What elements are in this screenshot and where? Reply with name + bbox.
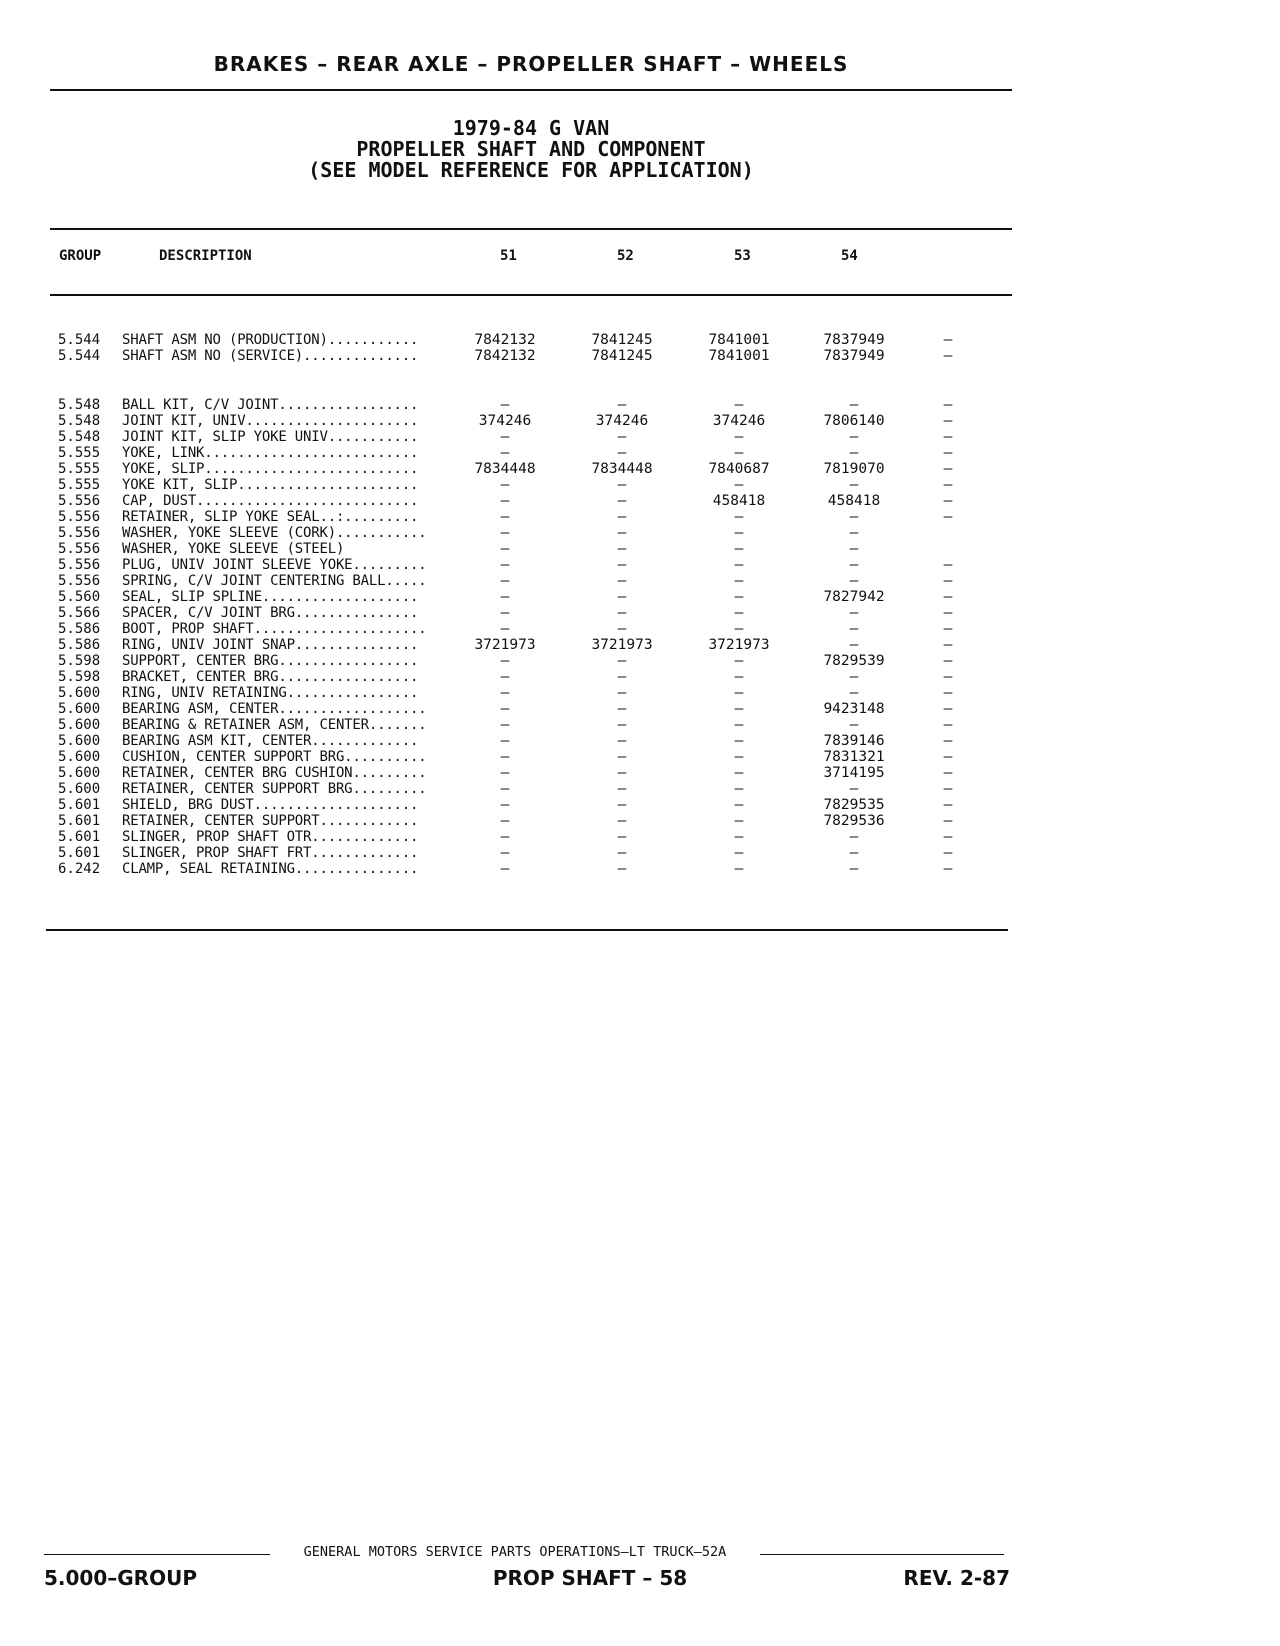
part-number-c51: 7842132 [474, 348, 536, 364]
table-row [0, 541, 1000, 558]
table-row [0, 733, 1000, 750]
table-row [0, 509, 1000, 526]
part-number-c55: — [943, 733, 953, 749]
part-number-c54: — [849, 861, 859, 877]
part-number-c52: — [617, 605, 627, 621]
group-number: 5.548 [58, 429, 101, 445]
part-number-c51: — [500, 589, 510, 605]
part-number-c51: — [500, 477, 510, 493]
part-number-c51: — [500, 653, 510, 669]
group-number: 5.601 [58, 845, 101, 861]
part-number-c52: — [617, 477, 627, 493]
group-number: 5.600 [58, 765, 101, 781]
part-description: SHAFT ASM NO (SERVICE).............. [122, 348, 419, 364]
title-line-1: 1979-84 G VAN [452, 116, 610, 140]
group-number: 5.586 [58, 637, 101, 653]
part-number-c52: — [617, 509, 627, 525]
part-description: YOKE KIT, SLIP...................... [122, 477, 419, 493]
part-number-c53: — [734, 573, 744, 589]
group-number: 5.555 [58, 477, 101, 493]
table-row [0, 685, 1000, 702]
part-number-c52: — [617, 685, 627, 701]
part-description: WASHER, YOKE SLEEVE (CORK)........... [122, 525, 427, 541]
table-row [0, 429, 1000, 446]
column-header-51: 51 [500, 248, 517, 264]
part-number-c51: — [500, 621, 510, 637]
group-number: 5.556 [58, 541, 101, 557]
part-number-c51: — [500, 733, 510, 749]
part-number-c53: 7840687 [708, 461, 770, 477]
group-number: 5.586 [58, 621, 101, 637]
part-number-c51: — [500, 493, 510, 509]
part-number-c51: — [500, 525, 510, 541]
part-number-c55: — [943, 397, 953, 413]
part-number-c52: 3721973 [591, 637, 653, 653]
page-title [50, 118, 1012, 181]
group-number: 5.600 [58, 685, 101, 701]
part-description: SPACER, C/V JOINT BRG............... [122, 605, 419, 621]
column-header-52: 52 [617, 248, 634, 264]
group-number: 5.601 [58, 797, 101, 813]
part-number-c53: 374246 [712, 413, 766, 429]
part-number-c51: — [500, 749, 510, 765]
part-number-c54: — [849, 669, 859, 685]
part-number-c52: — [617, 557, 627, 573]
part-description: SHIELD, BRG DUST.................... [122, 797, 419, 813]
group-number: 5.555 [58, 445, 101, 461]
part-number-c54: 458418 [827, 493, 881, 509]
part-number-c55: — [943, 493, 953, 509]
group-number: 5.560 [58, 589, 101, 605]
part-description: BEARING ASM, CENTER.................. [122, 701, 427, 717]
table-row [0, 461, 1000, 478]
part-number-c51: 3721973 [474, 637, 536, 653]
part-number-c52: — [617, 813, 627, 829]
table-top-rule [50, 228, 1012, 230]
column-header-description: DESCRIPTION [159, 248, 252, 264]
part-number-c54: — [849, 557, 859, 573]
part-number-c52: — [617, 765, 627, 781]
group-number: 5.544 [58, 332, 101, 348]
part-description: JOINT KIT, UNIV..................... [122, 413, 419, 429]
part-number-c54: 7819070 [823, 461, 885, 477]
part-number-c54: 7829536 [823, 813, 885, 829]
part-description: RETAINER, CENTER SUPPORT............ [122, 813, 419, 829]
table-row [0, 813, 1000, 830]
group-number: 5.556 [58, 493, 101, 509]
group-number: 5.548 [58, 397, 101, 413]
part-number-c51: — [500, 397, 510, 413]
part-number-c55: — [943, 781, 953, 797]
part-number-c55: — [943, 589, 953, 605]
part-description: SHAFT ASM NO (PRODUCTION)........... [122, 332, 419, 348]
group-number: 5.601 [58, 829, 101, 845]
part-number-c54: — [849, 845, 859, 861]
part-number-c54: — [849, 429, 859, 445]
part-number-c51: — [500, 573, 510, 589]
part-description: BOOT, PROP SHAFT..................... [122, 621, 427, 637]
header-rule [50, 89, 1012, 91]
part-number-c51: — [500, 765, 510, 781]
part-number-c54: — [849, 781, 859, 797]
part-number-c54: — [849, 573, 859, 589]
table-row [0, 621, 1000, 638]
part-number-c55: — [943, 813, 953, 829]
group-number: 5.555 [58, 461, 101, 477]
part-description: RING, UNIV JOINT SNAP............... [122, 637, 419, 653]
group-number: 5.556 [58, 525, 101, 541]
table-header-rule [50, 294, 1012, 296]
part-number-c53: — [734, 845, 744, 861]
part-number-c53: — [734, 557, 744, 573]
part-number-c55: — [943, 669, 953, 685]
part-number-c55: — [943, 797, 953, 813]
table-row [0, 397, 1000, 414]
group-number: 5.600 [58, 733, 101, 749]
table-bottom-rule [46, 929, 1008, 931]
table-row [0, 653, 1000, 670]
column-header-group: GROUP [59, 248, 102, 264]
part-number-c53: — [734, 605, 744, 621]
table-row [0, 861, 1000, 878]
group-number: 5.598 [58, 653, 101, 669]
part-number-c53: — [734, 589, 744, 605]
part-number-c51: 7834448 [474, 461, 536, 477]
part-number-c52: — [617, 733, 627, 749]
part-number-c55: — [943, 861, 953, 877]
part-number-c53: — [734, 653, 744, 669]
part-number-c52: — [617, 493, 627, 509]
part-description: BEARING ASM KIT, CENTER............. [122, 733, 419, 749]
part-description: BEARING & RETAINER ASM, CENTER....... [122, 717, 427, 733]
part-number-c55: — [943, 605, 953, 621]
part-number-c53: — [734, 685, 744, 701]
footer-group: 5.000–GROUP [44, 1566, 197, 1590]
part-number-c53: — [734, 509, 744, 525]
part-number-c52: — [617, 573, 627, 589]
table-row [0, 749, 1000, 766]
table-row [0, 797, 1000, 814]
title-line-3: (SEE MODEL REFERENCE FOR APPLICATION) [308, 158, 754, 182]
part-number-c54: — [849, 445, 859, 461]
part-number-c51: — [500, 445, 510, 461]
part-number-c53: — [734, 429, 744, 445]
part-number-c51: — [500, 669, 510, 685]
part-number-c54: 7837949 [823, 348, 885, 364]
part-number-c53: — [734, 669, 744, 685]
part-number-c55: — [943, 348, 953, 364]
part-number-c51: — [500, 797, 510, 813]
part-number-c52: — [617, 829, 627, 845]
part-number-c52: 7841245 [591, 348, 653, 364]
part-number-c54: 7837949 [823, 332, 885, 348]
group-number: 5.556 [58, 573, 101, 589]
part-number-c53: — [734, 861, 744, 877]
part-number-c54: 7829535 [823, 797, 885, 813]
part-number-c53: — [734, 733, 744, 749]
part-number-c51: — [500, 701, 510, 717]
table-row [0, 573, 1000, 590]
part-description: CAP, DUST........................... [122, 493, 419, 509]
part-number-c53: — [734, 813, 744, 829]
part-number-c51: — [500, 717, 510, 733]
part-number-c53: — [734, 717, 744, 733]
table-row [0, 557, 1000, 574]
group-number: 5.601 [58, 813, 101, 829]
group-number: 5.556 [58, 557, 101, 573]
part-number-c55: — [943, 332, 953, 348]
part-number-c51: — [500, 685, 510, 701]
table-row [0, 348, 1000, 365]
part-number-c51: — [500, 557, 510, 573]
part-description: RETAINER, CENTER BRG CUSHION......... [122, 765, 427, 781]
part-number-c53: — [734, 829, 744, 845]
part-number-c55: — [943, 717, 953, 733]
part-number-c52: — [617, 397, 627, 413]
part-number-c55: — [943, 445, 953, 461]
table-row [0, 525, 1000, 542]
part-number-c54: — [849, 637, 859, 653]
part-number-c55: — [943, 685, 953, 701]
part-number-c53: — [734, 701, 744, 717]
part-number-c55: — [943, 653, 953, 669]
part-number-c55: — [943, 509, 953, 525]
part-number-c54: 9423148 [823, 701, 885, 717]
part-number-c52: — [617, 445, 627, 461]
part-number-c54: 7831321 [823, 749, 885, 765]
table-row [0, 589, 1000, 606]
part-number-c53: — [734, 525, 744, 541]
part-number-c51: 7842132 [474, 332, 536, 348]
part-number-c55: — [943, 701, 953, 717]
part-number-c54: 3714195 [823, 765, 885, 781]
part-description: WASHER, YOKE SLEEVE (STEEL) [122, 541, 345, 557]
part-number-c54: — [849, 541, 859, 557]
part-number-c53: — [734, 749, 744, 765]
column-header-53: 53 [734, 248, 751, 264]
part-number-c52: — [617, 845, 627, 861]
part-number-c51: — [500, 509, 510, 525]
part-number-c55: — [943, 573, 953, 589]
table-row [0, 637, 1000, 654]
part-description: RETAINER, SLIP YOKE SEAL..:......... [122, 509, 419, 525]
part-description: SLINGER, PROP SHAFT FRT............. [122, 845, 419, 861]
part-number-c54: — [849, 525, 859, 541]
part-number-c54: — [849, 621, 859, 637]
part-description: YOKE, LINK.......................... [122, 445, 419, 461]
part-number-c55: — [943, 845, 953, 861]
part-number-c55: — [943, 477, 953, 493]
table-row [0, 332, 1000, 349]
group-number: 5.556 [58, 509, 101, 525]
part-number-c52: — [617, 717, 627, 733]
table-row [0, 605, 1000, 622]
part-number-c52: — [617, 589, 627, 605]
footer-page-number: PROP SHAFT – 58 [492, 1566, 688, 1590]
part-number-c54: — [849, 477, 859, 493]
part-description: BALL KIT, C/V JOINT................. [122, 397, 419, 413]
part-number-c53: — [734, 621, 744, 637]
part-number-c52: — [617, 781, 627, 797]
part-number-c51: — [500, 829, 510, 845]
group-number: 5.548 [58, 413, 101, 429]
column-header-54: 54 [841, 248, 858, 264]
part-description: RETAINER, CENTER SUPPORT BRG......... [122, 781, 427, 797]
group-number: 5.544 [58, 348, 101, 364]
table-row [0, 717, 1000, 734]
part-number-c53: — [734, 445, 744, 461]
table-row [0, 669, 1000, 686]
part-number-c54: 7827942 [823, 589, 885, 605]
part-number-c54: 7839146 [823, 733, 885, 749]
part-number-c52: — [617, 621, 627, 637]
part-number-c53: 7841001 [708, 348, 770, 364]
part-number-c54: 7806140 [823, 413, 885, 429]
part-number-c53: — [734, 781, 744, 797]
part-number-c51: — [500, 845, 510, 861]
part-number-c52: — [617, 669, 627, 685]
part-number-c52: — [617, 653, 627, 669]
part-number-c53: — [734, 797, 744, 813]
part-description: CLAMP, SEAL RETAINING............... [122, 861, 419, 877]
part-number-c52: — [617, 541, 627, 557]
part-number-c55: — [943, 557, 953, 573]
section-header: BRAKES – REAR AXLE – PROPELLER SHAFT – WHEELS [213, 52, 849, 76]
table-row [0, 765, 1000, 782]
table-row [0, 493, 1000, 510]
part-number-c55: — [943, 637, 953, 653]
part-number-c52: 374246 [595, 413, 649, 429]
part-number-c55: — [943, 829, 953, 845]
part-number-c51: — [500, 429, 510, 445]
group-number: 5.598 [58, 669, 101, 685]
part-description: PLUG, UNIV JOINT SLEEVE YOKE......... [122, 557, 427, 573]
title-line-2: PROPELLER SHAFT AND COMPONENT [356, 137, 706, 161]
group-number: 5.600 [58, 781, 101, 797]
part-number-c55: — [943, 621, 953, 637]
part-description: YOKE, SLIP.......................... [122, 461, 419, 477]
part-number-c51: — [500, 813, 510, 829]
part-number-c53: 3721973 [708, 637, 770, 653]
group-number: 5.600 [58, 701, 101, 717]
part-number-c53: — [734, 765, 744, 781]
part-number-c55: — [943, 429, 953, 445]
part-description: RING, UNIV RETAINING................ [122, 685, 419, 701]
part-description: SLINGER, PROP SHAFT OTR............. [122, 829, 419, 845]
part-number-c54: — [849, 717, 859, 733]
table-row [0, 845, 1000, 862]
part-number-c54: — [849, 605, 859, 621]
part-number-c53: — [734, 477, 744, 493]
table-row [0, 477, 1000, 494]
part-number-c53: — [734, 397, 744, 413]
part-description: SEAL, SLIP SPLINE................... [122, 589, 419, 605]
group-number: 5.600 [58, 717, 101, 733]
part-description: CUSHION, CENTER SUPPORT BRG.......... [122, 749, 427, 765]
part-number-c52: — [617, 701, 627, 717]
part-number-c52: — [617, 797, 627, 813]
part-number-c55: — [943, 413, 953, 429]
part-number-c55: — [943, 765, 953, 781]
group-number: 5.600 [58, 749, 101, 765]
part-description: SPRING, C/V JOINT CENTERING BALL..... [122, 573, 427, 589]
part-number-c53: 458418 [712, 493, 766, 509]
part-number-c54: — [849, 397, 859, 413]
part-number-c51: — [500, 541, 510, 557]
part-description: SUPPORT, CENTER BRG................. [122, 653, 419, 669]
part-number-c54: — [849, 829, 859, 845]
part-number-c54: — [849, 685, 859, 701]
footer-revision: REV. 2-87 [903, 1566, 1010, 1590]
part-number-c55: — [943, 461, 953, 477]
part-number-c55: — [943, 749, 953, 765]
part-number-c52: — [617, 861, 627, 877]
group-number: 6.242 [58, 861, 101, 877]
part-number-c51: 374246 [478, 413, 532, 429]
part-number-c54: 7829539 [823, 653, 885, 669]
part-number-c53: — [734, 541, 744, 557]
part-number-c52: — [617, 749, 627, 765]
table-row [0, 701, 1000, 718]
table-row [0, 781, 1000, 798]
part-number-c54: — [849, 509, 859, 525]
part-number-c51: — [500, 605, 510, 621]
part-number-c52: — [617, 525, 627, 541]
part-number-c51: — [500, 861, 510, 877]
part-number-c53: 7841001 [708, 332, 770, 348]
footer-publisher: GENERAL MOTORS SERVICE PARTS OPERATIONS—LT TRUCK—52A [270, 1544, 760, 1560]
table-row [0, 829, 1000, 846]
part-number-c52: 7834448 [591, 461, 653, 477]
part-number-c52: 7841245 [591, 332, 653, 348]
table-row [0, 445, 1000, 462]
part-number-c52: — [617, 429, 627, 445]
part-number-c51: — [500, 781, 510, 797]
part-description: BRACKET, CENTER BRG................. [122, 669, 419, 685]
part-description: JOINT KIT, SLIP YOKE UNIV........... [122, 429, 419, 445]
table-row [0, 413, 1000, 430]
group-number: 5.566 [58, 605, 101, 621]
